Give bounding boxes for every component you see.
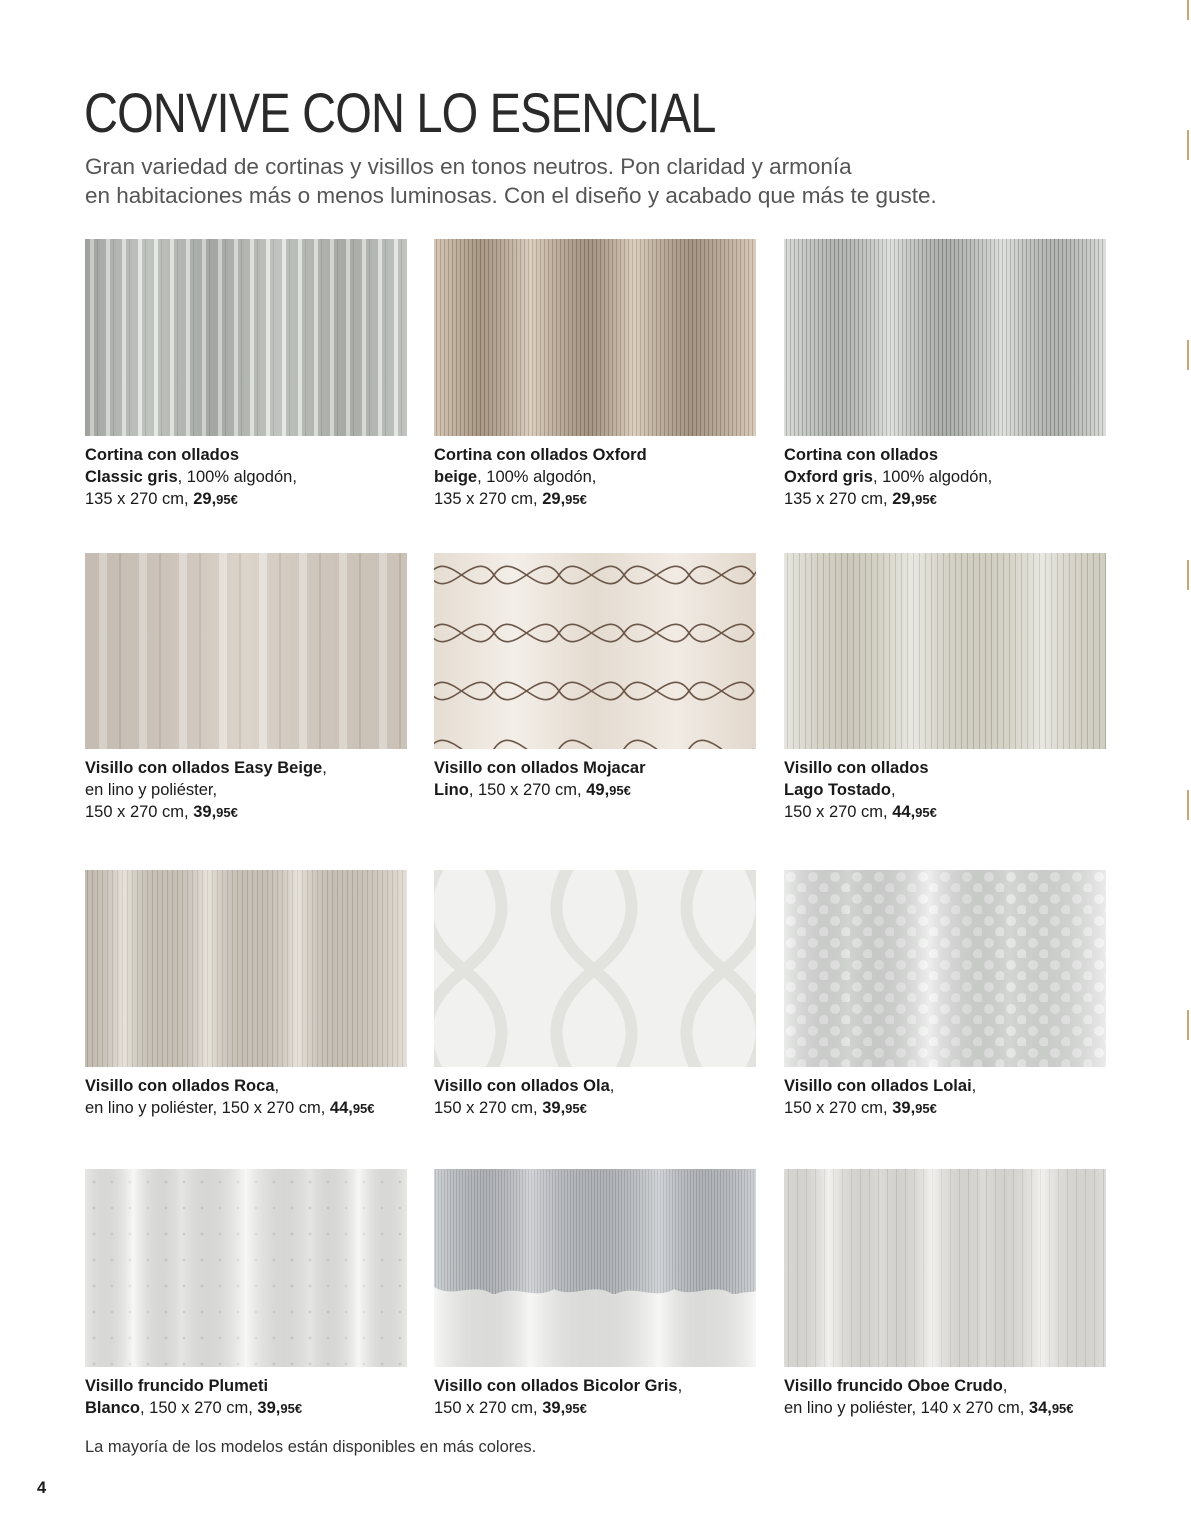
product-caption: Visillo con ollados Bicolor Gris, 150 x 270 cm, 39,95€ <box>434 1377 683 1417</box>
product-card-lago-tostado[interactable] <box>784 553 1106 824</box>
product-caption: Visillo con ollados Easy Beige, en lino y poliéster, 150 x 270 cm, 39,95€ <box>85 759 327 821</box>
price: 29,95€ <box>892 490 937 508</box>
price: 39,95€ <box>257 1399 303 1417</box>
curtain-image-ola <box>434 870 756 1067</box>
curtain-image-classic-gris <box>85 239 407 436</box>
price: 44,95€ <box>892 803 937 821</box>
price: 34,95€ <box>1028 1399 1074 1417</box>
curtain-image-bicolor-gris <box>434 1169 756 1367</box>
page-title: CONVIVE CON LO ESENCIAL <box>84 81 716 144</box>
curtain-image-roca <box>85 870 407 1067</box>
product-caption: Cortina con ollados Oxford beige, 100% algodón, 135 x 270 cm, 29,95€ <box>434 446 647 508</box>
product-card-ola[interactable] <box>434 870 756 1120</box>
product-card-oxford-beige[interactable] <box>434 239 756 511</box>
price: 39,95€ <box>892 1099 937 1117</box>
curtain-image-lago-tostado <box>784 553 1106 749</box>
product-caption: Visillo con ollados Lago Tostado, 150 x 270 cm, 44,95€ <box>784 759 937 821</box>
product-caption: Cortina con ollados Classic gris, 100% algodón, 135 x 270 cm, 29,95€ <box>85 446 297 508</box>
price: 39,95€ <box>193 803 238 821</box>
product-caption: Visillo fruncido Plumeti Blanco, 150 x 270 cm, 39,95€ <box>85 1377 303 1417</box>
product-card-oboe-crudo[interactable] <box>784 1169 1106 1420</box>
product-card-lolai[interactable] <box>784 870 1106 1120</box>
product-card-classic-gris[interactable] <box>85 239 407 511</box>
product-caption: Cortina con ollados Oxford gris, 100% algodón, 135 x 270 cm, 29,95€ <box>784 446 993 508</box>
product-card-plumeti-blanco[interactable] <box>85 1169 407 1420</box>
page-edge-marks <box>1185 0 1191 1531</box>
footnote: La mayoría de los modelos están disponibles en más colores. <box>85 1438 537 1456</box>
product-caption: Visillo con ollados Mojacar Lino, 150 x 270 cm, 49,95€ <box>434 759 646 799</box>
product-caption: Visillo con ollados Ola, 150 x 270 cm, 39,95€ <box>434 1077 615 1117</box>
curtain-image-lolai <box>784 870 1106 1067</box>
curtain-image-mojacar-lino <box>434 553 756 749</box>
product-card-roca[interactable] <box>85 870 407 1120</box>
product-caption: Visillo con ollados Roca, en lino y poliéster, 150 x 270 cm, 44,95€ <box>85 1077 375 1117</box>
curtain-image-oboe-crudo <box>784 1169 1106 1367</box>
product-card-easy-beige[interactable] <box>85 553 407 824</box>
product-caption: Visillo con ollados Lolai, 150 x 270 cm, 39,95€ <box>784 1077 977 1117</box>
product-card-bicolor-gris[interactable] <box>434 1169 756 1420</box>
intro-line-2: en habitaciones más o menos luminosas. Con el diseño y acabado que más te guste. <box>85 183 937 208</box>
product-caption: Visillo fruncido Oboe Crudo, en lino y poliéster, 140 x 270 cm, 34,95€ <box>784 1377 1074 1417</box>
curtain-image-oxford-gris <box>784 239 1106 436</box>
price: 29,95€ <box>542 490 587 508</box>
price: 39,95€ <box>542 1099 587 1117</box>
price: 39,95€ <box>542 1399 587 1417</box>
price: 44,95€ <box>329 1099 375 1117</box>
price: 29,95€ <box>193 490 238 508</box>
product-card-oxford-gris[interactable] <box>784 239 1106 511</box>
curtain-image-plumeti-blanco <box>85 1169 407 1367</box>
intro-line-1: Gran variedad de cortinas y visillos en tonos neutros. Pon claridad y armonía <box>85 154 852 179</box>
curtain-image-oxford-beige <box>434 239 756 436</box>
product-card-mojacar-lino[interactable] <box>434 553 756 802</box>
price: 49,95€ <box>586 781 631 799</box>
curtain-image-easy-beige <box>85 553 407 749</box>
intro-text <box>85 152 1045 210</box>
page-number: 4 <box>37 1479 47 1497</box>
